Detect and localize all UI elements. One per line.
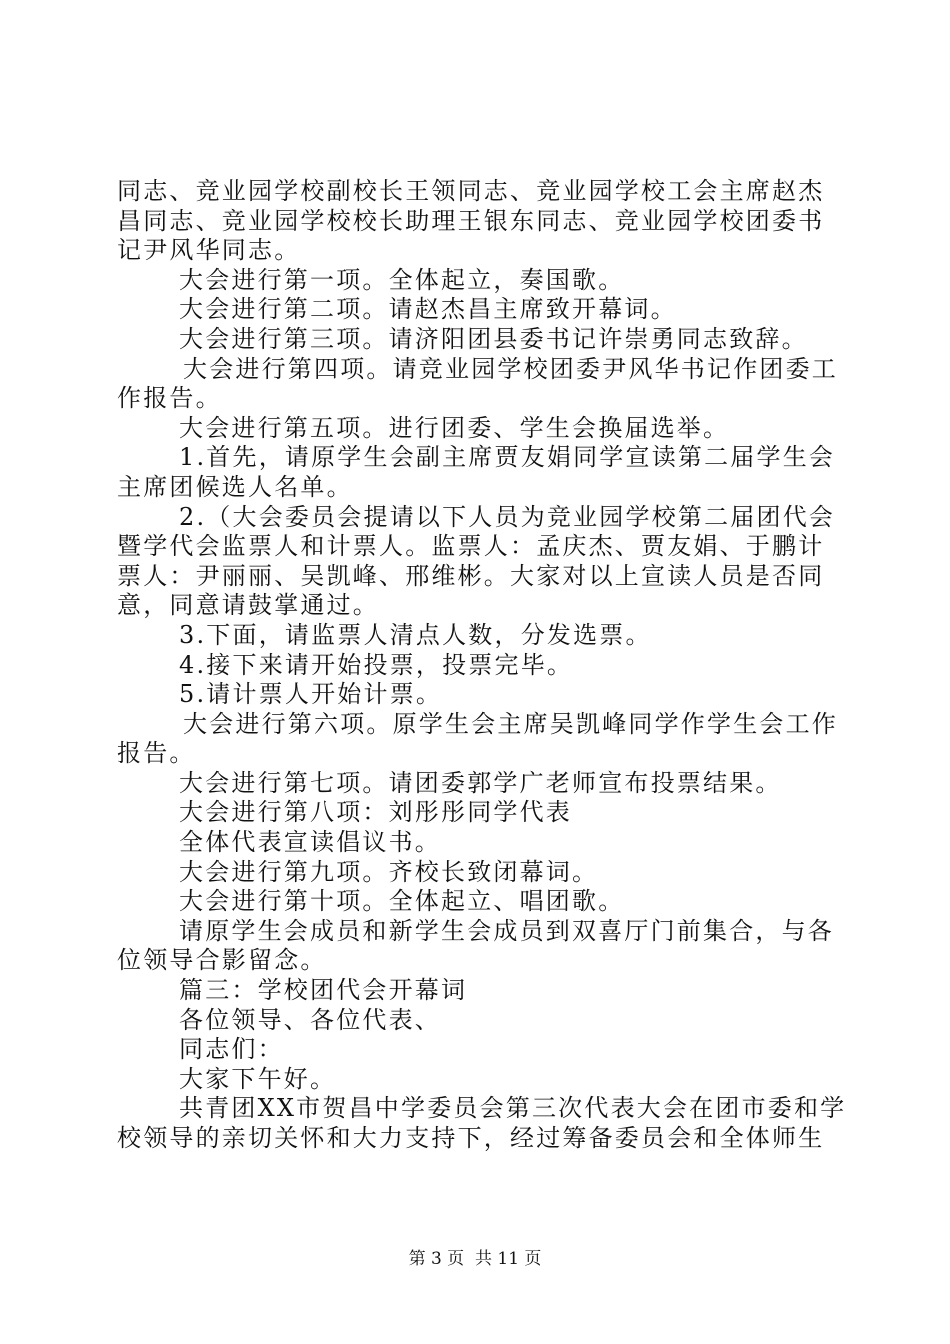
text-line: 意，同意请鼓掌通过。 [117,591,379,620]
text-line: 大会进行第九项。齐校长致闭幕词。 [179,857,599,886]
text-line: 大会进行第六项。原学生会主席吴凯峰同学作学生会工作 [183,709,838,738]
section-heading: 篇三：学校团代会开幕词 [179,976,468,1005]
page-number: 第 3 页 共 11 页 [408,1249,542,1269]
text-line: 大会进行第七项。请团委郭学广老师宣布投票结果。 [179,768,782,797]
text-line: 2.（大会委员会提请以下人员为竞业园学校第二届团代会 [179,502,836,531]
text-line: 主席团候选人名单。 [117,472,353,501]
text-line: 大会进行第五项。进行团委、学生会换届选举。 [179,413,730,442]
document-body [117,177,847,1154]
text-line: 同志、竞业园学校副校长王领同志、竞业园学校工会主席赵杰 [117,177,825,205]
text-line: 大家下午好。 [179,1064,337,1093]
text-line: 同志们： [179,1035,284,1064]
text-line: 大会进行第三项。请济阳团县委书记许崇勇同志致辞。 [179,324,808,353]
text-line: 暨学代会监票人和计票人。监票人：孟庆杰、贾友娟、于鹏计 [117,532,825,561]
text-line: 大会进行第四项。请竞业园学校团委尹风华书记作团委工 [183,354,838,383]
text-line: 4.接下来请开始投票，投票完毕。 [179,650,574,679]
text-line: 票人：尹丽丽、吴凯峰、邢维彬。大家对以上宣读人员是否同 [117,561,825,590]
text-line: 5.请计票人开始计票。 [179,680,443,709]
text-line: 报告。 [117,739,196,768]
text-line: 请原学生会成员和新学生会成员到双喜厅门前集合，与各 [179,916,834,945]
text-line: 共青团XX市贺昌中学委员会第三次代表大会在团市委和学 [179,1094,847,1123]
text-line: 大会进行第二项。请赵杰昌主席致开幕词。 [179,295,677,324]
page-footer [0,1244,950,1269]
text-line: 各位领导、各位代表、 [179,1005,441,1034]
text-line: 作报告。 [117,384,222,413]
text-line: 校领导的亲切关怀和大力支持下，经过筹备委员会和全体师生 [117,1124,825,1152]
text-line: 位领导合影留念。 [117,946,327,975]
text-line: 1.首先，请原学生会副主席贾友娟同学宣读第二届学生会 [179,443,836,472]
text-line: 大会进行第一项。全体起立，奏国歌。 [179,265,625,294]
text-line: 大会进行第八项：刘彤彤同学代表 [179,798,572,827]
text-line: 大会进行第十项。全体起立、唱团歌。 [179,887,625,916]
text-line: 3.下面，请监票人清点人数，分发选票。 [179,620,652,649]
text-line: 记尹风华同志。 [117,236,301,265]
text-line: 全体代表宣读倡议书。 [179,828,441,857]
text-line: 昌同志、竞业园学校校长助理王银东同志、竞业园学校团委书 [117,206,825,235]
